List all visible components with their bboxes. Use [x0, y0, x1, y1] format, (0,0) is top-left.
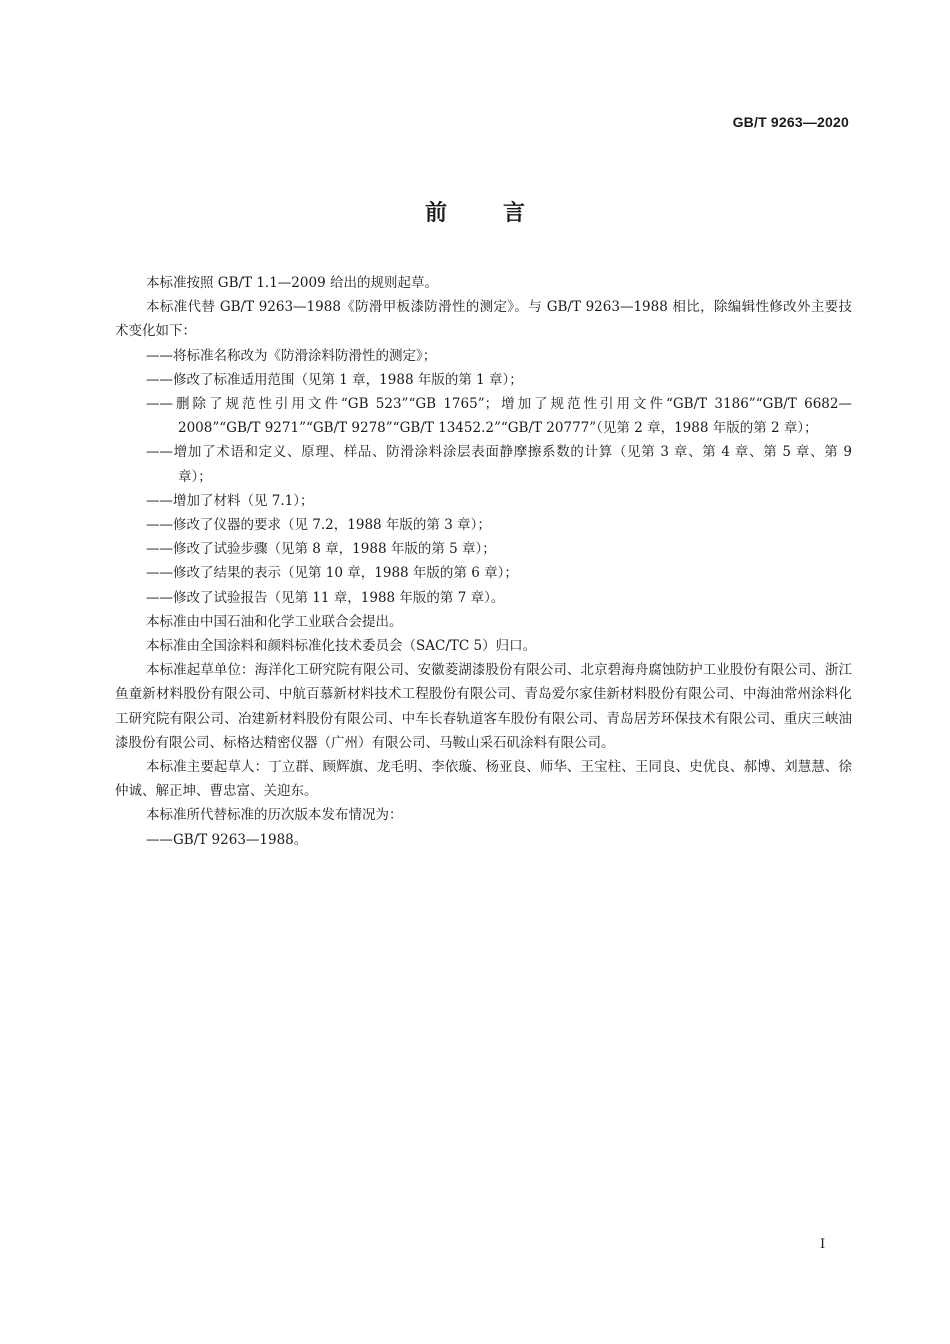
change-item: ——将标准名称改为《防滑涂料防滑性的测定》；	[146, 347, 437, 364]
paragraph-drafters: 本标准主要起草人：丁立群、顾辉旗、龙毛明、李依璇、杨亚良、师华、王宝柱、王同良、史优良、郝博、刘慧慧、徐仲诚、解正坤、曹忠富、关迎东。	[115, 759, 852, 800]
page-title: 前言	[424, 201, 581, 226]
paragraph-replacement: 本标准代替 GB/T 9263—1988《防滑甲板漆防滑性的测定》。与 GB/T 9263—1988 相比，除编辑性修改外主要技术变化如下：	[115, 299, 852, 340]
page-number: I	[820, 1237, 826, 1252]
change-item: ——增加了术语和定义、原理、样品、防滑涂料涂层表面静摩擦系数的计算（见第 3 章、第 4 章、第 5 章、第 9 章）；	[146, 444, 852, 485]
change-item: ——修改了试验报告（见第 11 章，1988 年版的第 7 章）。	[146, 589, 505, 606]
change-item: ——修改了结果的表示（见第 10 章，1988 年版的第 6 章）；	[146, 565, 518, 582]
paragraph-proposer: 本标准由中国石油和化学工业联合会提出。	[146, 613, 403, 630]
change-item: ——修改了标准适用范围（见第 1 章，1988 年版的第 1 章）；	[146, 371, 523, 388]
change-item: ——修改了试验步骤（见第 8 章，1988 年版的第 5 章）；	[146, 541, 496, 558]
standard-code: GB/T 9263—2020	[732, 114, 849, 130]
foreword-body	[115, 271, 852, 852]
paragraph-history-intro: 本标准所代替标准的历次版本发布情况为：	[146, 807, 403, 824]
change-item: ——删除了规范性引用文件“GB 523”“GB 1765”；增加了规范性引用文件“GB/T 3186”“GB/T 6682—2008”“GB/T 9271”“GB/T 9278”“GB/T 13452.2”“GB/T 20777”（见第 2 章，1988 年版的第 2 章）；	[146, 396, 852, 437]
change-item: ——增加了材料（见 7.1）；	[146, 492, 314, 509]
paragraph-drafting-rules: 本标准按照 GB/T 1.1—2009 给出的规则起草。	[146, 275, 438, 291]
paragraph-committee: 本标准由全国涂料和颜料标准化技术委员会（SAC/TC 5）归口。	[146, 638, 537, 655]
paragraph-drafting-units: 本标准起草单位：海洋化工研究院有限公司、安徽菱湖漆股份有限公司、北京碧海舟腐蚀防护工业股份有限公司、浙江鱼童新材料股份有限公司、中航百慕新材料技术工程股份有限公司、青岛爱尔家佳新材料股份有限公司、中海油常州涂料化工研究院有限公司、冶建新材料股份有限公司、中车长春轨道客车股份有限公司、青岛居芳环保技术有限公司、重庆三峡油漆股份有限公司、标格达精密仪器（广州）有限公司、马鞍山采石矶涂料有限公司。	[115, 662, 852, 751]
history-item: ——GB/T 9263—1988。	[146, 831, 308, 848]
change-item: ——修改了仪器的要求（见 7.2，1988 年版的第 3 章）；	[146, 517, 491, 534]
